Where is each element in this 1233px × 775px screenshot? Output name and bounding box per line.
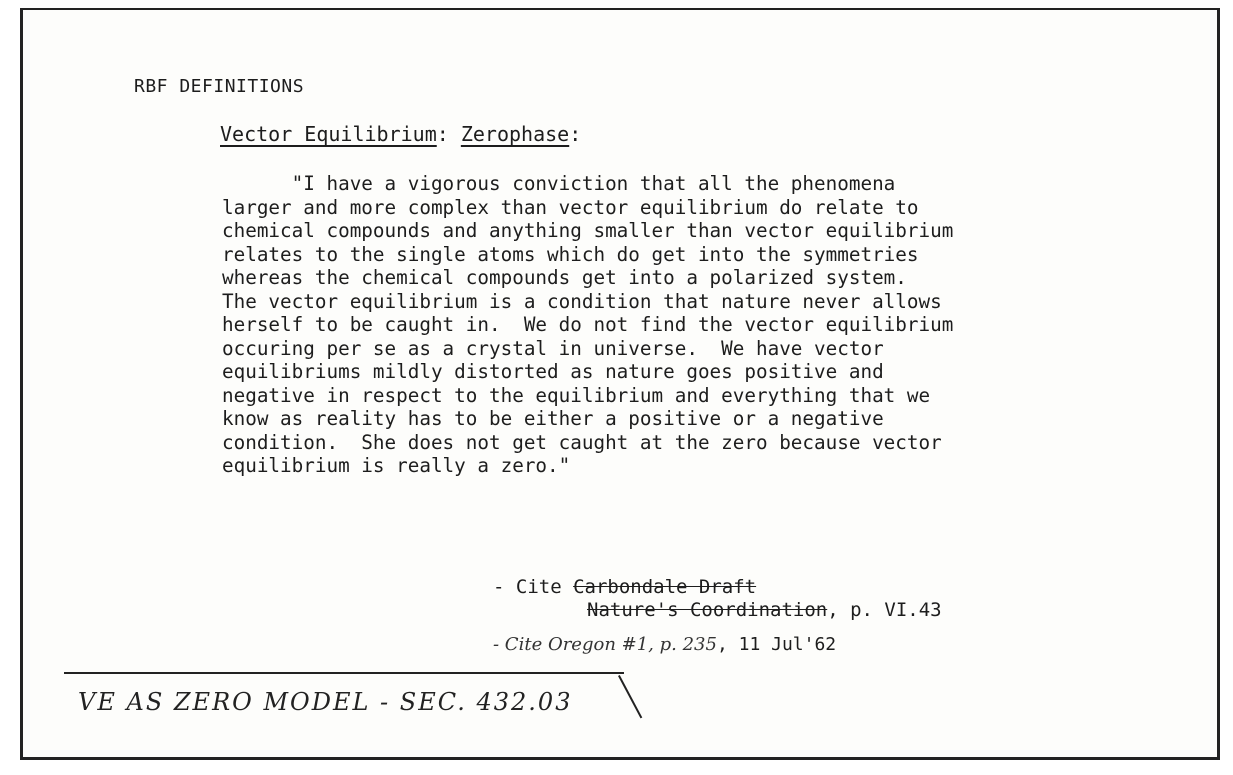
handwritten-citation: - Cite Oregon #1, p. 235 [493, 634, 717, 655]
quote-line: whereas the chemical compounds get into a polarized system. [222, 266, 907, 289]
quote-line: know as reality has to be either a positive or a negative [222, 407, 884, 430]
quotation-block [222, 172, 953, 478]
citation-date: , 11 Jul'62 [716, 634, 837, 655]
handwritten-note: VE AS ZERO MODEL - SEC. 432.03 [78, 688, 573, 716]
citation-page: , p. VI.43 [827, 599, 942, 621]
quote-line: condition. She does not get caught at the zero because vector [222, 430, 942, 454]
struck-source: Carbondale Draft [573, 576, 757, 598]
quote-line: equilibrium is really a zero." [222, 454, 571, 477]
quote-line: negative in respect to the equilibrium and everything that we [222, 383, 931, 407]
term-colon: : [569, 122, 582, 146]
struck-coordination: Nature's Coordination [587, 599, 828, 621]
term-zerophase: Zerophase [460, 122, 570, 146]
quote-line: occuring per se as a crystal in universe. We have vector [222, 336, 884, 360]
quote-line: chemical compounds and anything smaller than vector equilibrium [222, 219, 954, 242]
quote-line: equilibriums mildly distorted as nature goes positive and [222, 360, 884, 383]
citation-prefix: - Cite [493, 576, 574, 598]
quote-line: "I have a vigorous conviction that all the phenomena [222, 172, 896, 195]
quote-line: The vector equilibrium is a condition that nature never allows [222, 289, 942, 313]
quote-line: herself to be caught in. We do not find the vector equilibrium [222, 313, 954, 336]
citation-line-1 [493, 576, 756, 598]
definition-title [220, 122, 581, 146]
quote-line: larger and more complex than vector equilibrium do relate to [222, 195, 919, 219]
document-heading: RBF DEFINITIONS [134, 76, 305, 97]
term-separator: : [436, 122, 461, 146]
quote-line: relates to the single atoms which do get into the symmetries [222, 242, 919, 266]
term-vector-equilibrium: Vector Equilibrium [220, 122, 437, 146]
citation-line-3 [493, 634, 836, 655]
citation-line-2 [587, 599, 942, 621]
